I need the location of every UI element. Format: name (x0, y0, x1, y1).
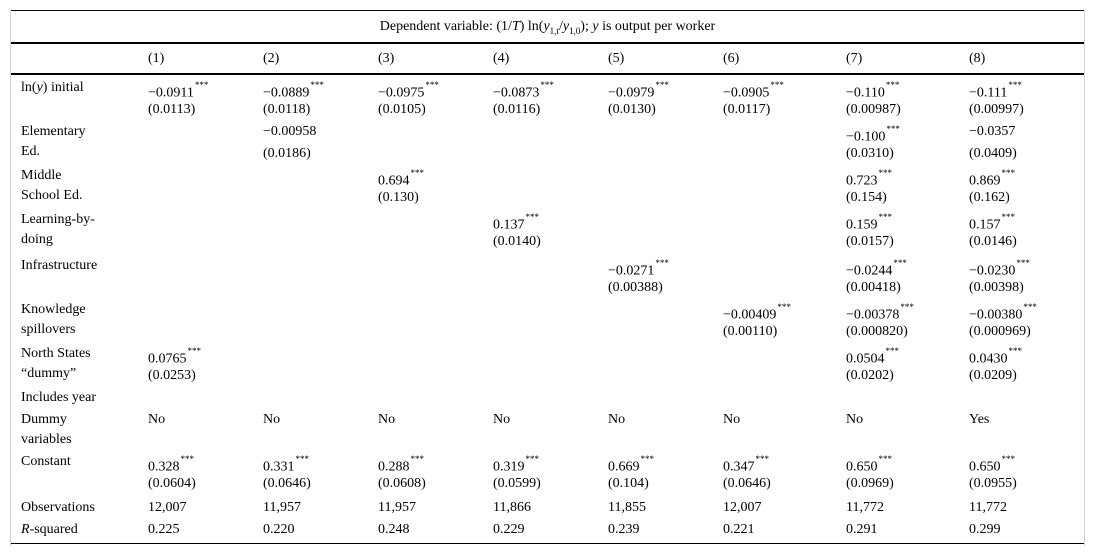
significance-stars: *** (1023, 302, 1037, 312)
coefficient (969, 168, 1015, 190)
significance-stars: *** (1001, 454, 1015, 464)
row-label: Knowledge (21, 302, 86, 317)
coefficient-value: 11,772 (846, 500, 884, 515)
standard-error: (0.0646) (723, 476, 771, 491)
coefficient (969, 500, 1007, 516)
significance-stars: *** (180, 454, 194, 464)
significance-stars: *** (540, 80, 554, 90)
significance-stars: *** (755, 454, 769, 464)
row-label: Learning-by- (21, 212, 95, 227)
coefficient-value: 0.157 (969, 217, 1001, 233)
coefficient (378, 522, 410, 538)
standard-error: (0.0113) (148, 102, 196, 117)
coefficient-value: −0.0271 (608, 263, 655, 279)
coefficient-value: −0.0244 (846, 263, 893, 279)
significance-stars: *** (194, 80, 209, 90)
significance-stars: *** (878, 168, 892, 178)
standard-error: (0.104) (608, 476, 649, 491)
coefficient-value: 0.0765 (148, 351, 187, 367)
coefficient (493, 212, 539, 234)
coefficient-value: 11,957 (378, 500, 416, 515)
coefficient-value: −0.0975 (378, 85, 425, 101)
significance-stars: *** (878, 454, 892, 464)
row-label: spillovers (21, 322, 76, 337)
coefficient (969, 302, 1037, 324)
significance-stars: *** (410, 454, 424, 464)
significance-stars: *** (777, 302, 791, 312)
standard-error: (0.0646) (263, 476, 311, 491)
significance-stars: *** (900, 302, 914, 312)
coefficient-value: −0.00958 (263, 124, 317, 139)
row-label: Constant (21, 454, 71, 469)
standard-error: (0.000969) (969, 324, 1031, 339)
coefficient (969, 258, 1030, 280)
coefficient (846, 522, 878, 538)
table-bottom-rule (11, 543, 1084, 544)
coefficient (378, 500, 416, 516)
coefficient (263, 454, 309, 476)
header-rule (11, 73, 1084, 75)
column-header: (2) (263, 51, 280, 66)
coefficient-value: No (608, 412, 626, 427)
row-label: “dummy” (21, 366, 77, 381)
coefficient (148, 454, 194, 476)
coefficient-value: 0.225 (148, 522, 180, 537)
coefficient (148, 346, 201, 368)
coefficient (608, 258, 669, 280)
coefficient (969, 454, 1015, 476)
standard-error: (0.0202) (846, 368, 894, 383)
standard-error: (0.0105) (378, 102, 426, 117)
coefficient-value: No (493, 412, 511, 427)
coefficient (846, 346, 899, 368)
standard-error: (0.000820) (846, 324, 908, 339)
column-header: (4) (493, 51, 510, 66)
significance-stars: *** (640, 454, 654, 464)
title-var-T: T (511, 19, 520, 34)
standard-error: (0.0186) (263, 146, 311, 161)
coefficient-value: −0.0905 (723, 85, 770, 101)
coefficient (608, 500, 646, 516)
coefficient (493, 500, 531, 516)
coefficient-value: No (723, 412, 741, 427)
coefficient (608, 80, 669, 102)
standard-error: (0.0117) (723, 102, 771, 117)
coefficient (969, 346, 1022, 368)
standard-error: (0.0116) (493, 102, 541, 117)
coefficient-value: −0.00409 (723, 307, 777, 323)
column-header: (7) (846, 51, 863, 66)
row-label: variables (21, 432, 72, 447)
standard-error: (0.0140) (493, 234, 541, 249)
significance-stars: *** (655, 80, 669, 90)
title-var-y: y (592, 19, 599, 34)
row-label: Includes year (21, 390, 97, 405)
coefficient (378, 80, 439, 102)
coefficient (969, 412, 989, 428)
title-var-y: y (562, 19, 570, 34)
significance-stars: *** (295, 454, 309, 464)
column-header: (1) (148, 51, 165, 66)
standard-error: (0.00388) (608, 280, 663, 295)
significance-stars: *** (410, 168, 424, 178)
title-text: is output per worker (598, 19, 716, 34)
coefficient-value: 0.650 (969, 459, 1001, 475)
coefficient-value: −0.00378 (846, 307, 900, 323)
coefficient (846, 258, 907, 280)
coefficient-value: No (846, 412, 864, 427)
row-label: Elementary (21, 124, 86, 139)
coefficient (969, 212, 1015, 234)
row-label: ln(y) initial (21, 80, 84, 95)
coefficient (148, 80, 208, 102)
coefficient-value: No (378, 412, 396, 427)
coefficient (723, 80, 784, 102)
coefficient-value: 0.220 (263, 522, 295, 537)
standard-error: (0.00997) (969, 102, 1024, 117)
coefficient-value: No (148, 412, 166, 427)
table-top-rule (11, 10, 1084, 11)
row-label: Observations (21, 500, 95, 515)
coefficient-value: −0.0979 (608, 85, 655, 101)
coefficient-value: 0.221 (723, 522, 755, 537)
coefficient (969, 522, 1001, 538)
coefficient-value: 0.0504 (846, 351, 885, 367)
coefficient (608, 454, 654, 476)
coefficient (846, 454, 892, 476)
standard-error: (0.00987) (846, 102, 901, 117)
coefficient (493, 412, 510, 428)
coefficient-value: 11,957 (263, 500, 301, 515)
coefficient-value: −0.111 (969, 85, 1008, 101)
coefficient (846, 302, 914, 324)
standard-error: (0.0118) (263, 102, 311, 117)
coefficient-value: −0.110 (846, 85, 885, 101)
significance-stars: *** (525, 454, 539, 464)
coefficient (846, 80, 899, 102)
coefficient (263, 124, 316, 140)
table-title (11, 19, 1084, 36)
column-header: (5) (608, 51, 625, 66)
coefficient-value: 12,007 (723, 500, 762, 515)
standard-error: (0.0146) (969, 234, 1017, 249)
coefficient-value: −0.0230 (969, 263, 1016, 279)
coefficient-value: 0.650 (846, 459, 878, 475)
coefficient (723, 500, 762, 516)
row-label: Ed. (21, 144, 41, 159)
coefficient-value: 0.723 (846, 173, 878, 189)
row-label: Dummy (21, 412, 67, 427)
coefficient-value: 0.299 (969, 522, 1001, 537)
coefficient-value: 0.229 (493, 522, 525, 537)
row-label: School Ed. (21, 188, 83, 203)
standard-error: (0.154) (846, 190, 887, 205)
coefficient (723, 412, 740, 428)
coefficient (608, 412, 625, 428)
coefficient-value: 11,866 (493, 500, 531, 515)
title-var-y: y (543, 19, 550, 34)
coefficient-value: −0.100 (846, 129, 886, 145)
significance-stars: *** (1016, 258, 1030, 268)
coefficient-value: 0.694 (378, 173, 410, 189)
significance-stars: *** (655, 258, 669, 268)
coefficient (846, 124, 900, 146)
coefficient-value: −0.0873 (493, 85, 540, 101)
coefficient-value: −0.00380 (969, 307, 1023, 323)
standard-error: (0.162) (969, 190, 1010, 205)
coefficient-value: 0.328 (148, 459, 180, 475)
significance-stars: *** (885, 80, 900, 90)
row-label: doing (21, 232, 53, 247)
coefficient (846, 168, 892, 190)
coefficient-value: 0.239 (608, 522, 640, 537)
title-text: ); (580, 19, 593, 34)
significance-stars: *** (1008, 80, 1022, 90)
coefficient (263, 412, 280, 428)
coefficient (263, 522, 295, 538)
significance-stars: *** (893, 258, 907, 268)
standard-error: (0.0209) (969, 368, 1017, 383)
coefficient-value: 0.331 (263, 459, 295, 475)
coefficient (723, 302, 791, 324)
significance-stars: *** (425, 80, 439, 90)
coefficient (969, 124, 1015, 140)
significance-stars: *** (885, 346, 899, 356)
standard-error: (0.0608) (378, 476, 426, 491)
coefficient (723, 522, 755, 538)
coefficient (846, 500, 884, 516)
coefficient-value: 11,855 (608, 500, 646, 515)
row-label: Infrastructure (21, 258, 98, 273)
significance-stars: *** (878, 212, 892, 222)
title-text: / (558, 19, 563, 34)
coefficient-value: 0.159 (846, 217, 878, 233)
coefficient-value: 0.288 (378, 459, 410, 475)
standard-error: (0.0599) (493, 476, 541, 491)
significance-stars: *** (1008, 346, 1022, 356)
significance-stars: *** (187, 346, 201, 356)
coefficient (493, 522, 525, 538)
standard-error: (0.0157) (846, 234, 894, 249)
significance-stars: *** (1001, 168, 1015, 178)
coefficient (378, 168, 424, 190)
row-label: Middle (21, 168, 62, 183)
column-header: (8) (969, 51, 986, 66)
standard-error: (0.0604) (148, 476, 196, 491)
coefficient-value: 0.347 (723, 459, 755, 475)
coefficient-value: 11,772 (969, 500, 1007, 515)
coefficient-value: 0.319 (493, 459, 525, 475)
title-subscript: 1,t (549, 25, 559, 36)
title-rule (11, 42, 1084, 44)
standard-error: (0.0409) (969, 146, 1017, 161)
standard-error: (0.00110) (723, 324, 778, 339)
coefficient (378, 454, 424, 476)
significance-stars: *** (1001, 212, 1015, 222)
coefficient (263, 500, 301, 516)
coefficient (263, 80, 324, 102)
coefficient (846, 212, 892, 234)
standard-error: (0.00418) (846, 280, 901, 295)
var-R: R (21, 522, 30, 537)
coefficient (148, 522, 180, 538)
significance-stars: *** (310, 80, 324, 90)
standard-error: (0.0969) (846, 476, 894, 491)
coefficient-value: 0.291 (846, 522, 878, 537)
significance-stars: *** (525, 212, 539, 222)
standard-error: (0.0955) (969, 476, 1017, 491)
standard-error: (0.0310) (846, 146, 894, 161)
regression-table (10, 10, 1085, 546)
standard-error: (0.0130) (608, 102, 656, 117)
significance-stars: *** (770, 80, 784, 90)
var-y: y (36, 80, 43, 95)
significance-stars: *** (886, 124, 900, 134)
coefficient (846, 412, 863, 428)
column-header: (3) (378, 51, 395, 66)
coefficient (148, 500, 187, 516)
coefficient-value: 0.137 (493, 217, 525, 233)
column-header: (6) (723, 51, 740, 66)
coefficient (723, 454, 769, 476)
coefficient-value: −0.0911 (148, 85, 194, 101)
title-text: ) ln( (519, 19, 544, 34)
coefficient (148, 412, 165, 428)
coefficient (493, 454, 539, 476)
coefficient (378, 412, 395, 428)
coefficient-value: 0.0430 (969, 351, 1008, 367)
row-label: R-squared (21, 522, 78, 537)
coefficient-value: 0.869 (969, 173, 1001, 189)
coefficient-value: 0.669 (608, 459, 640, 475)
row-label: North States (21, 346, 91, 361)
standard-error: (0.130) (378, 190, 419, 205)
coefficient-value: 12,007 (148, 500, 187, 515)
coefficient-value: −0.0357 (969, 124, 1016, 139)
coefficient-value: No (263, 412, 281, 427)
coefficient (493, 80, 554, 102)
standard-error: (0.00398) (969, 280, 1024, 295)
title-text: Dependent variable: (1/ (379, 19, 512, 34)
coefficient-value: 0.248 (378, 522, 410, 537)
standard-error: (0.0253) (148, 368, 196, 383)
coefficient-value: −0.0889 (263, 85, 310, 101)
coefficient-value: Yes (969, 412, 990, 427)
coefficient (608, 522, 640, 538)
title-subscript: 1,0 (569, 25, 581, 36)
coefficient (969, 80, 1022, 102)
